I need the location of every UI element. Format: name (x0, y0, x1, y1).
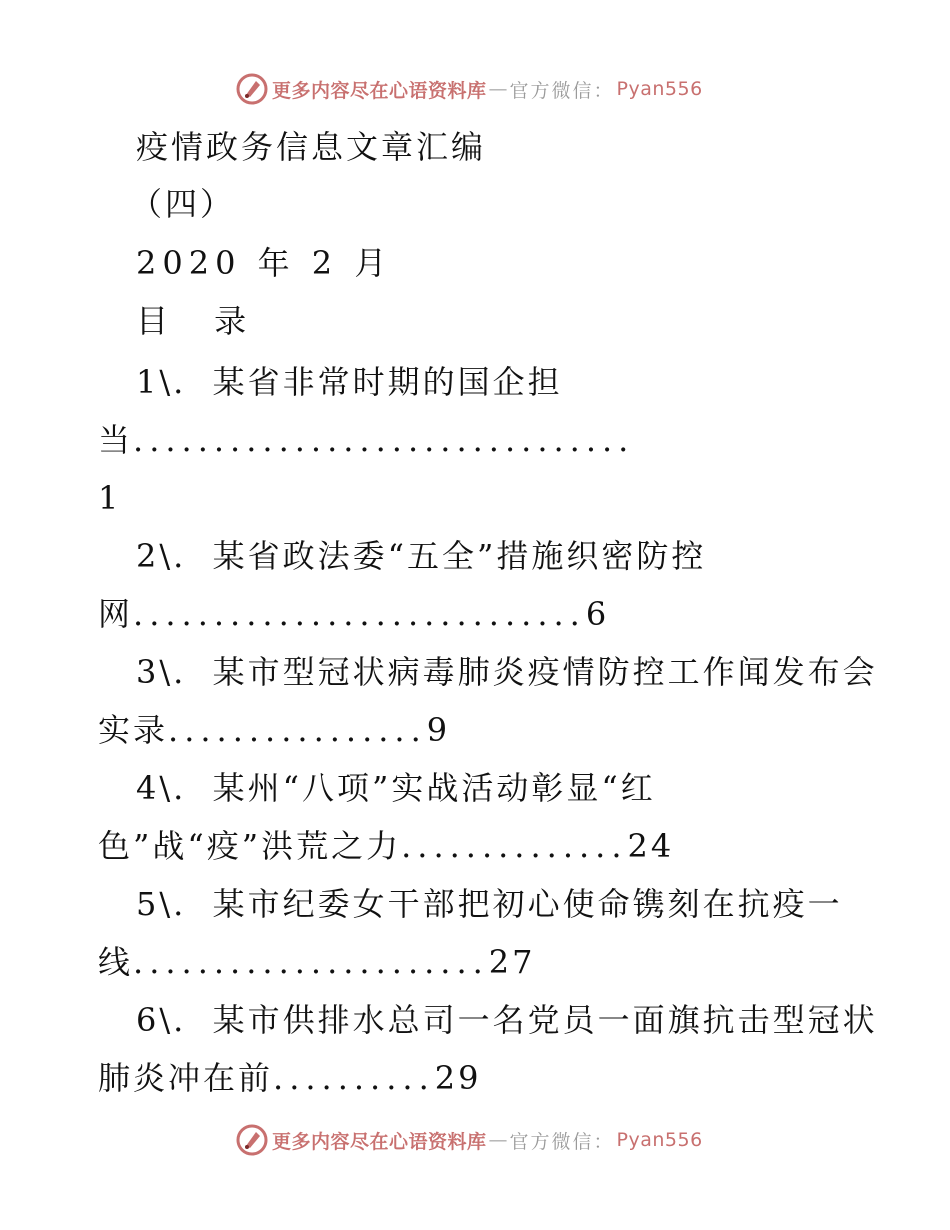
toc-entry-1-line2[interactable] (98, 411, 858, 469)
toc-leader-dots: .......... (273, 1059, 435, 1097)
toc-entry-title: 某州“八项”实战活动彰显“红 (212, 769, 656, 807)
toc-leader-dots: ................ (168, 711, 427, 749)
toc-heading: 目 录 (136, 302, 265, 340)
toc-entry-1-line3[interactable] (98, 469, 858, 527)
toc-entry-page: 29 (434, 1059, 482, 1097)
toc-entry-4-line2[interactable] (98, 817, 858, 875)
toc-entry-title: 某省非常时期的国企担 (212, 363, 563, 401)
toc-entry-page: 27 (488, 943, 536, 981)
toc-entry-number: 4\. (136, 769, 187, 807)
watermark-text: 更多内容尽在心语资料库 (272, 79, 487, 102)
toc-entry-title-cont: 色”战“疫”洪荒之力 (98, 827, 402, 865)
toc-entry-5-line2[interactable] (98, 933, 858, 991)
table-of-contents (98, 353, 878, 1107)
watermark-wechat-id: Pyan556 (616, 1129, 703, 1151)
toc-entry-title-cont: 线 (98, 943, 134, 981)
toc-entry-2-line1[interactable] (98, 527, 858, 585)
toc-entry-page: 1 (98, 479, 122, 517)
fountain-pen-logo-icon (236, 73, 268, 105)
toc-entry-number: 3\. (136, 653, 187, 691)
toc-entry-page: 24 (627, 827, 675, 865)
toc-entry-2-line2[interactable] (98, 585, 858, 643)
toc-leader-dots: ............................... (133, 421, 635, 459)
watermark-dash: — (488, 78, 508, 100)
watermark-official-label: 官方微信： (509, 1130, 615, 1153)
toc-entry-page: 6 (585, 595, 610, 633)
toc-entry-number: 5\. (136, 885, 187, 923)
toc-entry-title: 某市供排水总司一名党员一面旗抗击型冠状 (212, 1001, 878, 1039)
watermark-official-label: 官方微信： (509, 79, 615, 102)
toc-entry-title-cont: 肺炎冲在前 (98, 1059, 274, 1097)
toc-entry-4-line1[interactable] (98, 759, 858, 817)
watermark-wechat-id: Pyan556 (616, 78, 703, 100)
document-date: 2020 年 2 月 (136, 244, 393, 282)
toc-entry-6-line1[interactable] (98, 991, 878, 1049)
toc-entry-number: 1\. (136, 363, 187, 401)
document-title: 疫情政务信息文章汇编 (136, 128, 487, 166)
toc-entry-title-cont: 当 (98, 421, 134, 459)
toc-leader-dots: .............. (401, 827, 628, 865)
toc-entry-title: 某市纪委女干部把初心使命镌刻在抗疫一 (212, 885, 843, 923)
toc-entry-5-line1[interactable] (98, 875, 858, 933)
toc-entry-title: 某省政法委“五全”措施织密防控 (212, 537, 707, 575)
toc-entry-page: 9 (426, 711, 451, 749)
watermark-banner-top (236, 71, 703, 107)
watermark-banner-bottom (236, 1122, 703, 1158)
toc-entry-title: 某市型冠状病毒肺炎疫情防控工作闻发布会 (212, 653, 878, 691)
watermark-dash: — (488, 1129, 508, 1151)
fountain-pen-logo-icon (236, 1124, 268, 1156)
toc-entry-number: 2\. (136, 537, 187, 575)
toc-entry-number: 6\. (136, 1001, 187, 1039)
watermark-text: 更多内容尽在心语资料库 (272, 1130, 487, 1153)
toc-entry-title-cont: 网 (98, 595, 134, 633)
toc-entry-1-line1[interactable] (98, 353, 858, 411)
toc-entry-6-line2[interactable] (98, 1049, 858, 1107)
volume-label: （四） (130, 185, 236, 223)
toc-entry-3-line1[interactable] (98, 643, 878, 701)
toc-leader-dots: ...................... (133, 943, 489, 981)
toc-entry-title-cont: 实录 (98, 711, 169, 749)
toc-entry-3-line2[interactable] (98, 701, 858, 759)
toc-leader-dots: ............................ (133, 595, 586, 633)
